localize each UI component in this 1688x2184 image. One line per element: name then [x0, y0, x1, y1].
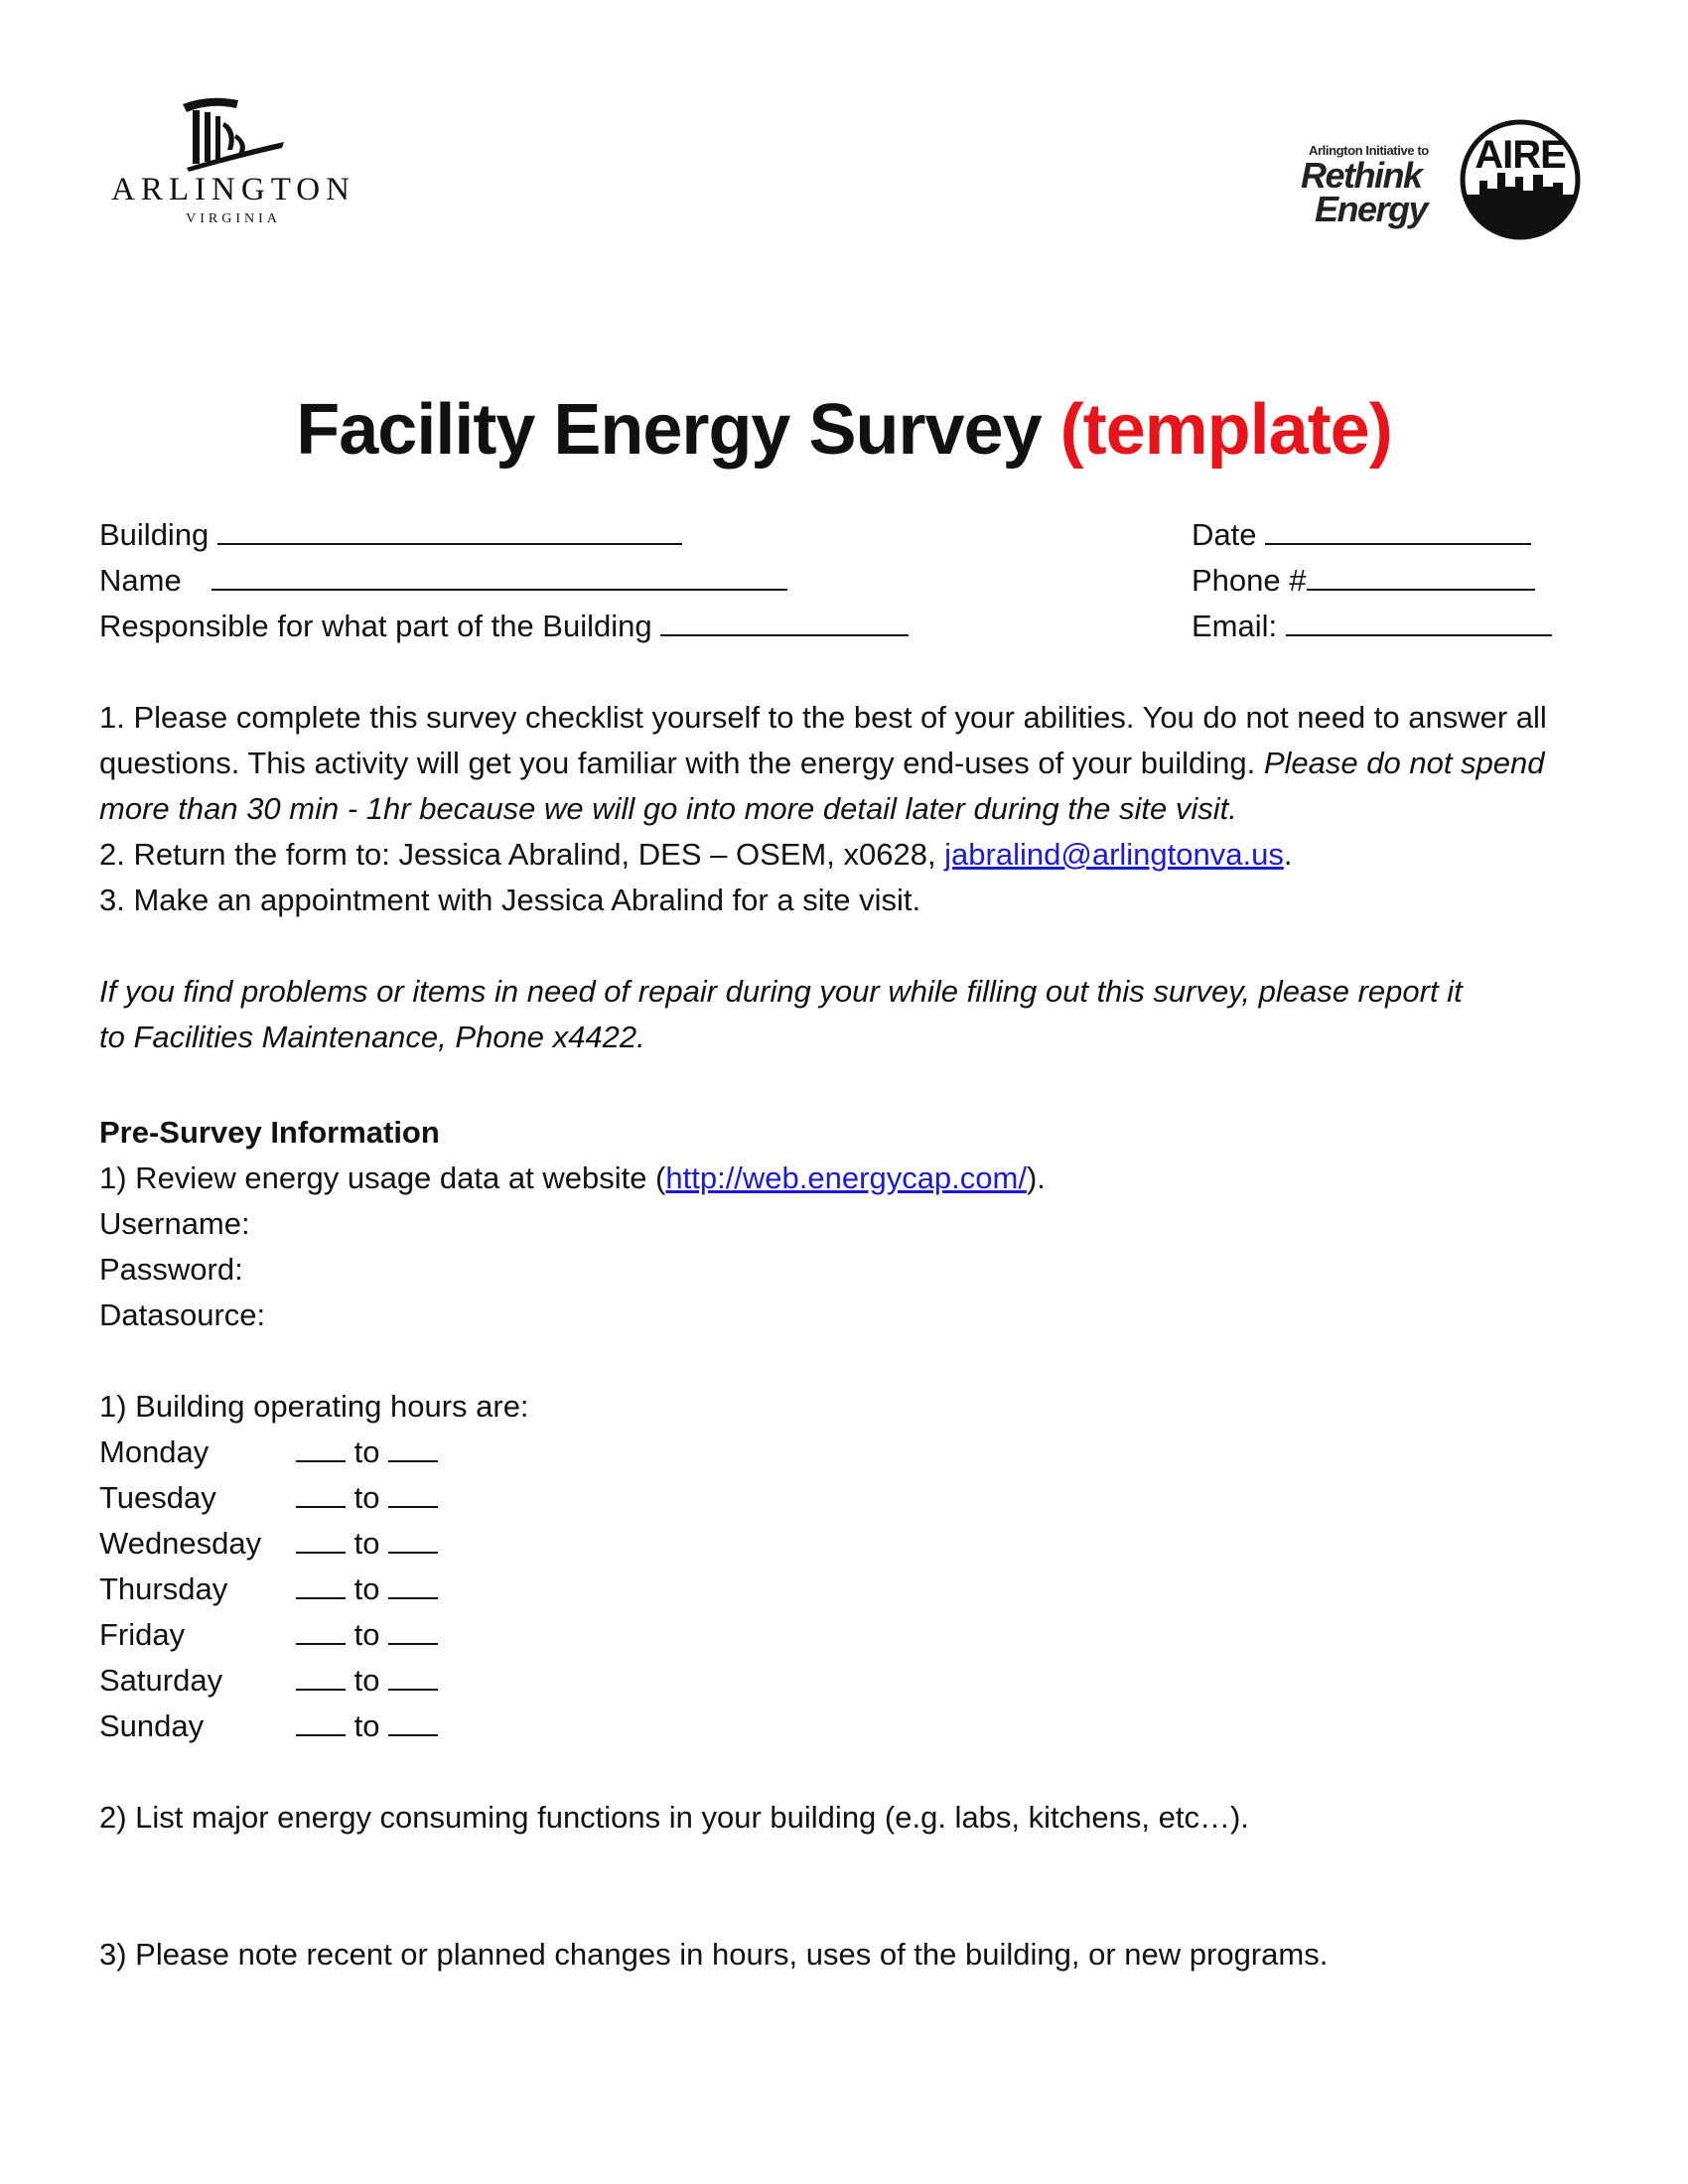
title-main: Facility Energy Survey [296, 390, 1042, 470]
step1-italic-text: Please do not spend more than 30 min - 1hr because we will go into more detail later during the site visit. [99, 746, 1545, 826]
hours-to-blank[interactable] [388, 1434, 438, 1462]
planned-changes-question: 3) Please note recent or planned changes in hours, uses of the building, or new programs. [99, 1937, 1329, 1972]
aire-tagline: Arlington Initiative to [1309, 143, 1429, 158]
arlington-subtitle: VIRGINIA [186, 211, 281, 226]
hours-range-saturday[interactable] [296, 1658, 438, 1704]
date-label: Date [1192, 517, 1257, 552]
hours-to-blank[interactable] [388, 1526, 438, 1554]
instruction-step-3: 3. Make an appointment with Jessica Abralind for a site visit. [99, 883, 921, 917]
hours-to-blank[interactable] [388, 1663, 438, 1691]
hours-from-blank[interactable] [296, 1434, 346, 1462]
arlington-wordmark: ARLINGTON [111, 172, 355, 207]
instruction-step-2 [99, 832, 1292, 878]
hours-range-monday[interactable] [296, 1430, 438, 1475]
pre-survey-heading: Pre-Survey Information [99, 1115, 440, 1150]
day-label-wednesday: Wednesday [99, 1526, 262, 1561]
to-word: to [353, 1571, 380, 1606]
to-word: to [353, 1708, 380, 1743]
energy-functions-question: 2) List major energy consuming functions in your building (e.g. labs, kitchens, etc…). [99, 1800, 1249, 1835]
hours-range-tuesday[interactable] [296, 1475, 438, 1521]
hours-from-blank[interactable] [296, 1571, 346, 1599]
to-word: to [353, 1617, 380, 1652]
hours-range-thursday[interactable] [296, 1567, 438, 1612]
title-template-tag: (template) [1059, 390, 1392, 470]
hours-from-blank[interactable] [296, 1526, 346, 1554]
day-label-thursday: Thursday [99, 1571, 228, 1606]
to-word: to [353, 1526, 380, 1561]
day-label-tuesday: Tuesday [99, 1480, 216, 1515]
hours-from-blank[interactable] [296, 1663, 346, 1691]
hours-range-friday[interactable] [296, 1612, 438, 1658]
date-blank[interactable] [1265, 517, 1531, 545]
name-label: Name [99, 563, 182, 598]
contact-email-link[interactable]: jabralind@arlingtonva.us [944, 837, 1284, 872]
instruction-step-1 [99, 695, 1589, 832]
aire-rethink-text: Rethink [1301, 155, 1422, 196]
energycap-link[interactable]: http://web.energycap.com/ [665, 1160, 1027, 1195]
password-label: Password: [99, 1252, 243, 1287]
hours-from-blank[interactable] [296, 1617, 346, 1645]
page-title [0, 389, 1688, 471]
name-blank[interactable] [211, 563, 787, 591]
day-label-sunday: Sunday [99, 1708, 205, 1743]
review-end: ). [1026, 1160, 1046, 1195]
hours-to-blank[interactable] [388, 1571, 438, 1599]
date-field[interactable] [1192, 512, 1531, 558]
responsible-label: Responsible for what part of the Building [99, 609, 652, 643]
username-label: Username: [99, 1206, 250, 1241]
hours-to-blank[interactable] [388, 1617, 438, 1645]
step2-text: 2. Return the form to: Jessica Abralind, DES – OSEM, x0628, [99, 837, 945, 872]
name-field[interactable] [99, 558, 787, 604]
repair-note: If you find problems or items in need of repair during your while filling out this survey, please report it to Facilities Maintenance, Phone x4422. [99, 974, 1463, 1054]
to-word: to [353, 1480, 380, 1515]
email-field[interactable] [1192, 604, 1552, 649]
phone-field[interactable] [1192, 558, 1535, 604]
day-label-friday: Friday [99, 1617, 186, 1652]
review-text: 1) Review energy usage data at website ( [99, 1160, 666, 1195]
aire-badge [1458, 117, 1583, 242]
review-energy-line [99, 1156, 1046, 1201]
to-word: to [353, 1434, 380, 1469]
hours-to-blank[interactable] [388, 1708, 438, 1736]
arlington-bridge-icon [179, 94, 288, 174]
hours-range-wednesday[interactable] [296, 1521, 438, 1567]
aire-energy-text: Energy [1315, 189, 1428, 229]
email-blank[interactable] [1286, 609, 1552, 636]
hours-to-blank[interactable] [388, 1480, 438, 1508]
datasource-label: Datasource: [99, 1297, 266, 1332]
arlington-logo [94, 94, 372, 233]
building-label: Building [99, 517, 210, 552]
day-label-saturday: Saturday [99, 1663, 223, 1698]
responsible-blank[interactable] [660, 609, 909, 636]
phone-label: Phone # [1192, 563, 1307, 598]
building-field[interactable] [99, 512, 682, 558]
email-label: Email: [1192, 609, 1278, 643]
day-label-monday: Monday [99, 1434, 210, 1469]
hours-from-blank[interactable] [296, 1480, 346, 1508]
step2-end: . [1283, 837, 1293, 872]
hours-from-blank[interactable] [296, 1708, 346, 1736]
hours-range-sunday[interactable] [296, 1704, 438, 1749]
phone-blank[interactable] [1307, 563, 1535, 591]
to-word: to [353, 1663, 380, 1698]
operating-hours-heading: 1) Building operating hours are: [99, 1389, 529, 1424]
step1-plain-text: 1. Please complete this survey checklist yourself to the best of your abilities. You do not need to answer all questions. This activity will get you familiar with the energy end-uses of your building. [99, 700, 1547, 780]
responsible-field[interactable] [99, 604, 909, 649]
aire-acronym: AIRE [1475, 133, 1566, 177]
building-blank[interactable] [217, 517, 682, 545]
aire-logo [1301, 117, 1599, 246]
